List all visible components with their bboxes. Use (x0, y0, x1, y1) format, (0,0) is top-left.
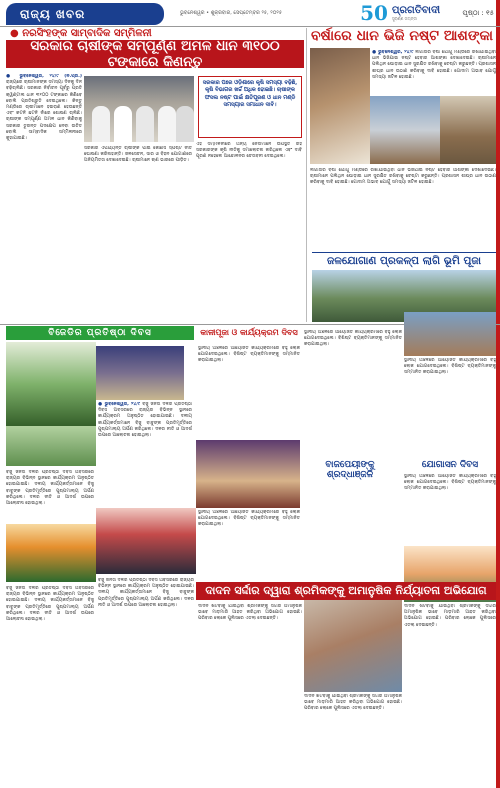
yoga-headline: ଯୋଗାସନ ଦିବସ (421, 460, 479, 470)
bjd-body-2: ବିଜୁ ଜନତା ଦଳର ପ୍ରତିଷ୍ଠା ଦିବସ ଅବସରରେ ରାଜ୍ୟର ବିଭିନ୍ନ ସ୍ଥାନରେ କାର୍ଯ୍ୟକ୍ରମ ଅନୁଷ୍ଠିତ ହୋଇଯାଇଛି। ଦଳୀୟ କାର୍ଯ୍ୟକର୍ତ୍ତାମାନେ ବିଜୁ ବାବୁଙ୍କ ପ୍ରତିମୂର୍ତ୍ତିରେ ପୁଷ୍ପମାଲ୍ୟ ଅର୍ପଣ କରିଥିଲେ। ଦଳର ନୀତି ଓ ଆଦର୍ଶ ଉପରେ ଆଲୋଚନା ହୋଇଥିଲା। (6, 470, 94, 507)
lead-photo (84, 76, 194, 142)
column-divider (306, 28, 307, 322)
rain-photo (310, 48, 370, 164)
lead-body-col3: ଏହି ସମ୍ମିଳନୀରେ ଅନ୍ୟ ନେତାମାନେ ଉପସ୍ଥିତ ରହି ସରକାରଙ୍କ କୃଷି ନୀତିକୁ ସମାଲୋଚନା କରିଥିଲେ ଏବଂ ଦାବି ପୂରଣ ନହେଲେ ଆନ୍ଦୋଳନର ଚେତାବନୀ ଦେଇଥିଲେ। (196, 142, 302, 160)
lead-headline: ସରକାର ଚାଷୀଙ୍କ ସମ୍ପୂର୍ଣ୍ଣ ଅମଳ ଧାନ ୩୧୦୦ ଟଙ୍କାରେ କିଣନ୍ତୁ (6, 40, 304, 68)
bjd-photo-2 (6, 426, 96, 466)
rain-byline: ● ଭୁବନେଶ୍ୱର, ୨୪/୯ (372, 50, 414, 55)
lead-body-col2: ସରକାର ଏପର୍ଯ୍ୟନ୍ତ ଚାଷୀଙ୍କ ପାଇଁ କୌଣସି ସ୍ପଷ୍ଟ ନୀତି ଘୋଷଣା କରିନାହାନ୍ତି। ଜଳସେଚନ, ସାର ଓ ବିହନ ଯୋଗାଣରେ ଅନିୟମିତତା ଦେଖାଦେଇଛି। ଚାଷୀମାନେ ଋଣ ଭାରରେ ପୀଡ଼ିତ। (84, 146, 192, 164)
masthead (0, 0, 500, 26)
bjd-band: ବିଜେଡିର ପ୍ରତିଷ୍ଠା ଦିବସ (6, 326, 194, 340)
dadan-body-2: ଦାଦନ ଖଟିବାକୁ ଯାଇଥିବା ଶ୍ରମିକଙ୍କୁ ସର୍ଦ୍ଦାର ଅମାନୁଷିକ ଭାବେ ମାଡ଼ମାରି ଆହତ କରିଥିବା ଅଭିଯୋଗ ହୋଇଛି। ପରିବାର ଲୋକେ ପୁଲିସରେ ଏତଲା ଦେଇଛନ୍ତି। (304, 694, 402, 712)
lead-kicker: ● ନରସିଂହଙ୍କ ସାମ୍ବାଦିକ ସମ୍ମିଳନୀ (10, 28, 152, 39)
brand-name: ପ୍ରଗତିବାଦୀ (391, 5, 440, 16)
lead-text: ରାଜ୍ୟରେ ଚାଷୀମାନଙ୍କ ସମସ୍ୟା ଦିନକୁ ଦିନ ବଢ଼ିଚାଲିଛି। ସରକାର ନିର୍ବାଚନ ପୂର୍ବରୁ ପ୍ରତି କ୍ୱିଣ୍ଟାଲ ଧାନ ୩୧୦୦ ଟଙ୍କାରେ କିଣିବେ ବୋଲି ପ୍ରତିଶ୍ରୁତି ଦେଇଥିଲେ। କିନ୍ତୁ ମଣ୍ଡିରେ ଚାଷୀମାନେ ହଇରାଣ ହେଉଛନ୍ତି ଏବଂ କଟନି ଛଟନି ନାଁରେ ଶୋଷଣ ଚାଲିଛି। ଚାଷୀଙ୍କ ସମ୍ପୂର୍ଣ୍ଣ ଅମଳ ଧାନ କିଣିବାକୁ ସରକାର ତୁରନ୍ତ ପଦକ୍ଷେପ ନେବା ଉଚିତ ବୋଲି ସାମ୍ବାଦିକ ସମ୍ମିଳନୀରେ କୁହାଯାଇଛି। (6, 80, 82, 142)
brand-logo (360, 3, 440, 23)
dateline: ଭୁବନେଶ୍ୱର • ଶୁକ୍ରବାର, ସେପ୍ଟେମ୍ବର ୨୫, ୨୦୨୫ (180, 10, 282, 16)
stage-photo (96, 346, 184, 400)
anniversary-number: 50 (360, 1, 388, 25)
honour-photo (196, 440, 300, 508)
lead-body (6, 74, 82, 320)
yoga-body: ସ୍ଥାନୀୟ ଅଞ୍ଚଳରେ ଆୟୋଜିତ କାର୍ଯ୍ୟକ୍ରମରେ ବହୁ ଲୋକ ଯୋଗଦେଇଥିଲେ। ବିଶିଷ୍ଟ ବ୍ୟକ୍ତିମାନଙ୍କୁ ସମ୍ମାନିତ କରାଯାଇଥିଲା। (404, 474, 496, 492)
rain-headline: ବର୍ଷାରେ ଧାନ ଭିଜି ନଷ୍ଟ ଆଶଙ୍କା (311, 28, 493, 44)
dadan-body: ଦାଦନ ଖଟିବାକୁ ଯାଇଥିବା ଶ୍ରମିକଙ୍କୁ ସର୍ଦ୍ଦାର ଅମାନୁଷିକ ଭାବେ ମାଡ଼ମାରି ଆହତ କରିଥିବା ଅଭିଯୋଗ ହୋଇଛି। ପରିବାର ଲୋକେ ପୁଲିସରେ ଏତଲା ଦେଇଛନ୍ତି। (198, 604, 302, 622)
dadan-body-3: ଦାଦନ ଖଟିବାକୁ ଯାଇଥିବା ଶ୍ରମିକଙ୍କୁ ସର୍ଦ୍ଦାର ଅମାନୁଷିକ ଭାବେ ମାଡ଼ମାରି ଆହତ କରିଥିବା ଅଭିଯୋଗ ହୋଇଛି। ପରିବାର ଲୋକେ ପୁଲିସରେ ଏତଲା ଦେଇଛନ୍ତି। (404, 604, 496, 628)
masthead-divider (0, 26, 500, 27)
center-body: ସ୍ଥାନୀୟ ଅଞ୍ଚଳରେ ଆୟୋଜିତ କାର୍ଯ୍ୟକ୍ରମରେ ବହୁ ଲୋକ ଯୋଗଦେଇଥିଲେ। ବିଶିଷ୍ଟ ବ୍ୟକ୍ତିମାନଙ୍କୁ ସମ୍ମାନିତ କରାଯାଇଥିଲା। (304, 330, 402, 348)
jala-headline: ଜଳଯୋଗାଣ ପ୍ରକଳ୍ପ ଲାଗି ଭୂମି ପୂଜା (312, 252, 496, 269)
flag-photo (6, 524, 96, 582)
dadan-photo (304, 600, 402, 692)
section-title: ରାଜ୍ୟ ଖବର (6, 3, 164, 25)
lead-pullquote: ସରକାର ପରେ ଓଡ଼ିଶାରେ କୃଷି ସମସ୍ୟା ବଢ଼ିଛି, କୃଷି ବିଭାଗର ଖର୍ଚ୍ଚ ଅଧିକ ହୋଇଛି। ଚାଷୀଙ୍କ ଫସଲ ନଷ୍ଟ ପାଇଁ କ୍ଷତିପୂରଣ ଓ ଧାନ ମଣ୍ଡି ସମସ୍ୟାର ସମାଧାନ ଦାବି। (198, 76, 302, 138)
rain-photo-2 (370, 96, 440, 164)
rain-photo-3 (440, 96, 496, 164)
crowd-photo (96, 508, 196, 574)
group-photo (404, 312, 496, 356)
lead-byline: ● ଭୁବନେଶ୍ୱର, ୨୪/୯ (ନି.ପ୍ର.) (6, 74, 82, 79)
brand-subtitle: ସୁବର୍ଣ୍ଣ ଜୟନ୍ତୀ (391, 16, 418, 21)
bjd-body: ● ଭୁବନେଶ୍ୱର, ୨୪/୯ ବିଜୁ ଜନତା ଦଳର ପ୍ରତିଷ୍ଠା ଦିବସ ଅବସରରେ ରାଜ୍ୟର ବିଭିନ୍ନ ସ୍ଥାନରେ କାର୍ଯ୍ୟକ୍ରମ ଅନୁଷ୍ଠିତ ହୋଇଯାଇଛି। ଦଳୀୟ କାର୍ଯ୍ୟକର୍ତ୍ତାମାନେ ବିଜୁ ବାବୁଙ୍କ ପ୍ରତିମୂର୍ତ୍ତିରେ ପୁଷ୍ପମାଲ୍ୟ ଅର୍ପଣ କରିଥିଲେ। ଦଳର ନୀତି ଓ ଆଦର୍ଶ ଉପରେ ଆଲୋଚନା ହୋଇଥିଲା। (98, 402, 192, 439)
bajpeyi-headline: ବାଜପେୟୀଙ୍କୁ ଶ୍ରଦ୍ଧାଞ୍ଜଳି (325, 460, 375, 480)
rain-body: ● ଭୁବନେଶ୍ୱର, ୨୪/୯ ଲଗାତାର ବର୍ଷା ଯୋଗୁଁ ମଣ୍ଡିରେ ରଖାଯାଇଥିବା ଧାନ ଭିଜିଯାଇ ନଷ୍ଟ ହେବାର ଆଶଙ୍କା ଦେଖାଦେଇଛି। ଚାଷୀମାନେ ପଲିଥିନ ଘୋଡ଼ାଇ ଧାନ ସୁରକ୍ଷିତ ରଖିବାକୁ ଚେଷ୍ଟା କରୁଛନ୍ତି। ପ୍ରଶାସନ ଶୀଘ୍ର ଧାନ ଉଠାଣ କରିବାକୁ ଦାବି ହୋଇଛି। ଗୋଦାମ ଅଭାବ ଯୋଗୁଁ ସମସ୍ୟା ଜଟିଳ ହୋଇଛି। (372, 50, 496, 80)
page-edge-strip (496, 0, 500, 788)
bullet-icon: ● (10, 28, 23, 39)
rain-body-cont: ଲଗାତାର ବର୍ଷା ଯୋଗୁଁ ମଣ୍ଡିରେ ରଖାଯାଇଥିବା ଧାନ ଭିଜିଯାଇ ନଷ୍ଟ ହେବାର ଆଶଙ୍କା ଦେଖାଦେଇଛି। ଚାଷୀମାନେ ପଲିଥିନ ଘୋଡ଼ାଇ ଧାନ ସୁରକ୍ଷିତ ରଖିବାକୁ ଚେଷ୍ଟା କରୁଛନ୍ତି। ପ୍ରଶାସନ ଶୀଘ୍ର ଧାନ ଉଠାଣ କରିବାକୁ ଦାବି ହୋଇଛି। ଗୋଦାମ ଅଭାବ ଯୋଗୁଁ ସମସ୍ୟା ଜଟିଳ ହୋଇଛି। (310, 168, 496, 186)
bjd-byline: ● ଭୁବନେଶ୍ୱର, ୨୪/୯ (98, 402, 141, 407)
bjd-body-3: ବିଜୁ ଜନତା ଦଳର ପ୍ରତିଷ୍ଠା ଦିବସ ଅବସରରେ ରାଜ୍ୟର ବିଭିନ୍ନ ସ୍ଥାନରେ କାର୍ଯ୍ୟକ୍ରମ ଅନୁଷ୍ଠିତ ହୋଇଯାଇଛି। ଦଳୀୟ କାର୍ଯ୍ୟକର୍ତ୍ତାମାନେ ବିଜୁ ବାବୁଙ୍କ ପ୍ରତିମୂର୍ତ୍ତିରେ ପୁଷ୍ପମାଲ୍ୟ ଅର୍ପଣ କରିଥିଲେ। ଦଳର ନୀତି ଓ ଆଦର୍ଶ ଉପରେ ଆଲୋଚନା ହୋଇଥିଲା। (6, 586, 94, 623)
karyakram-headline: କାଳୀପୂଜା ଓ କାର୍ଯ୍ୟକ୍ରମ ଦିବସ (200, 328, 298, 337)
crowd-body: ବିଜୁ ଜନତା ଦଳର ପ୍ରତିଷ୍ଠା ଦିବସ ଅବସରରେ ରାଜ୍ୟର ବିଭିନ୍ନ ସ୍ଥାନରେ କାର୍ଯ୍ୟକ୍ରମ ଅନୁଷ୍ଠିତ ହୋଇଯାଇଛି। ଦଳୀୟ କାର୍ଯ୍ୟକର୍ତ୍ତାମାନେ ବିଜୁ ବାବୁଙ୍କ ପ୍ରତିମୂର୍ତ୍ତିରେ ପୁଷ୍ପମାଲ୍ୟ ଅର୍ପଣ କରିଥିଲେ। ଦଳର ନୀତି ଓ ଆଦର୍ଶ ଉପରେ ଆଲୋଚନା ହୋଇଥିଲା। (98, 578, 194, 608)
page-number: ପୃଷ୍ଠା : ୧୫ (462, 9, 494, 17)
bjd-photo (6, 342, 96, 426)
honour-body: ସ୍ଥାନୀୟ ଅଞ୍ଚଳରେ ଆୟୋଜିତ କାର୍ଯ୍ୟକ୍ରମରେ ବହୁ ଲୋକ ଯୋଗଦେଇଥିଲେ। ବିଶିଷ୍ଟ ବ୍ୟକ୍ତିମାନଙ୍କୁ ସମ୍ମାନିତ କରାଯାଇଥିଲା। (198, 510, 300, 528)
karyakram-body: ସ୍ଥାନୀୟ ଅଞ୍ଚଳରେ ଆୟୋଜିତ କାର୍ଯ୍ୟକ୍ରମରେ ବହୁ ଲୋକ ଯୋଗଦେଇଥିଲେ। ବିଶିଷ୍ଟ ବ୍ୟକ୍ତିମାନଙ୍କୁ ସମ୍ମାନିତ କରାଯାଇଥିଲା। (198, 346, 300, 364)
dadan-headline: ଦାଦନ ସର୍ଦ୍ଦାର ଦ୍ୱାରା ଶ୍ରମିକଙ୍କୁ ଅମାନୁଷିକ ନିର୍ଯ୍ୟାତନା ଅଭିଯୋଗ (196, 582, 496, 600)
group-body: ସ୍ଥାନୀୟ ଅଞ୍ଚଳରେ ଆୟୋଜିତ କାର୍ଯ୍ୟକ୍ରମରେ ବହୁ ଲୋକ ଯୋଗଦେଇଥିଲେ। ବିଶିଷ୍ଟ ବ୍ୟକ୍ତିମାନଙ୍କୁ ସମ୍ମାନିତ କରାଯାଇଥିଲା। (404, 358, 496, 376)
